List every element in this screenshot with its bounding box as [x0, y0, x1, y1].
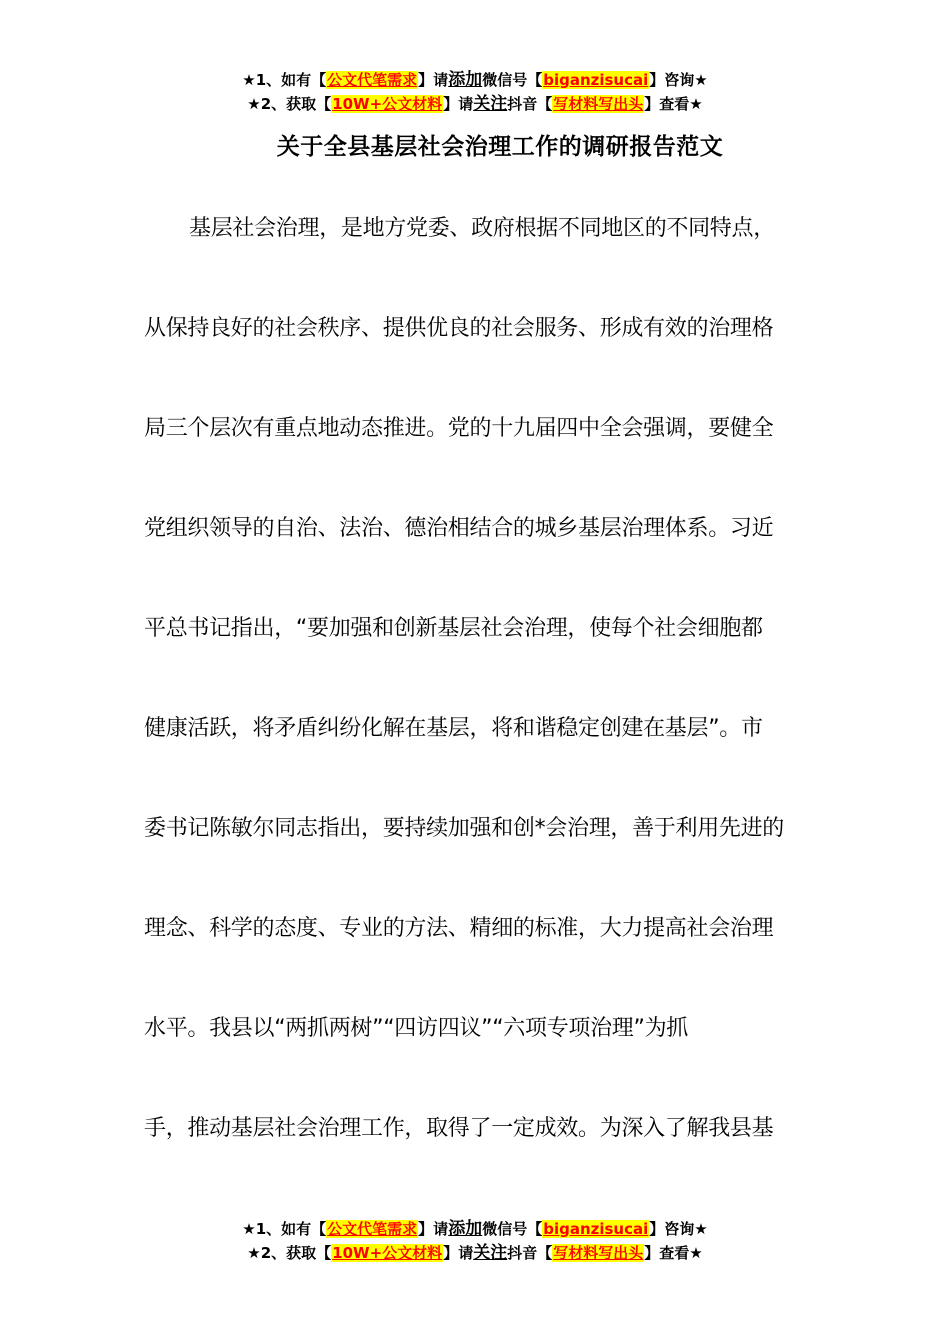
- body-line: 水平。我县以“两抓两树”“四访四议”“六项专项治理”为抓: [144, 1016, 688, 1041]
- body-line: 委书记陈敏尔同志指出，要持续加强和创*会治理，善于利用先进的: [144, 816, 785, 841]
- body-line: 党组织领导的自治、法治、德治相结合的城乡基层治理体系。习近: [144, 516, 774, 541]
- body-line: 基层社会治理，是地方党委、政府根据不同地区的不同特点，: [189, 216, 775, 241]
- banner-wechat-id: biganzisucai: [543, 71, 649, 89]
- banner-text: ★2、获取【: [247, 95, 332, 113]
- document-title: 关于全县基层社会治理工作的调研报告范文: [276, 134, 724, 160]
- body-line: 手，推动基层社会治理工作，取得了一定成效。为深入了解我县基: [144, 1116, 774, 1141]
- banner-highlight: 10W+公文材料: [332, 95, 443, 113]
- banner-text: 】请: [418, 1220, 449, 1238]
- banner-underlined: 关注: [473, 94, 508, 114]
- banner-text: 】咨询★: [649, 71, 708, 89]
- banner-highlight: 10W+公文材料: [332, 1244, 443, 1262]
- body-line: 健康活跃，将矛盾纠纷化解在基层，将和谐稳定创建在基层”。市: [144, 716, 763, 741]
- banner-wechat-id: biganzisucai: [543, 1220, 649, 1238]
- banner-line-2: [0, 1241, 950, 1265]
- banner-line-1: [0, 1217, 950, 1241]
- banner-highlight: 公文代笔需求: [327, 71, 418, 89]
- banner-line-1: [0, 68, 950, 92]
- banner-text: 抖音【: [507, 1244, 553, 1262]
- banner-text: 微信号【: [482, 71, 543, 89]
- body-line: 理念、科学的态度、专业的方法、精细的标准，大力提高社会治理: [144, 916, 774, 941]
- header-banner: [0, 68, 950, 116]
- banner-underlined: 添加: [448, 70, 483, 90]
- body-line: 局三个层次有重点地动态推进。党的十九届四中全会强调，要健全: [144, 416, 774, 441]
- body-line: 平总书记指出，“要加强和创新基层社会治理，使每个社会细胞都: [144, 616, 763, 641]
- footer-banner: [0, 1217, 950, 1265]
- banner-text: 】请: [443, 1244, 474, 1262]
- banner-text: ★1、如有【: [242, 1220, 327, 1238]
- banner-text: 】查看★: [644, 95, 703, 113]
- banner-douyin-name: 写材料写出头: [553, 95, 644, 113]
- banner-text: 】查看★: [644, 1244, 703, 1262]
- banner-text: 】咨询★: [649, 1220, 708, 1238]
- banner-text: ★2、获取【: [247, 1244, 332, 1262]
- banner-douyin-name: 写材料写出头: [553, 1244, 644, 1262]
- body-line: 从保持良好的社会秩序、提供优良的社会服务、形成有效的治理格: [144, 316, 774, 341]
- banner-text: 】请: [418, 71, 449, 89]
- banner-text: 微信号【: [482, 1220, 543, 1238]
- banner-text: ★1、如有【: [242, 71, 327, 89]
- banner-underlined: 添加: [448, 1219, 483, 1239]
- banner-line-2: [0, 92, 950, 116]
- banner-highlight: 公文代笔需求: [327, 1220, 418, 1238]
- document-body: [144, 207, 824, 1207]
- banner-text: 抖音【: [507, 95, 553, 113]
- banner-underlined: 关注: [473, 1243, 508, 1263]
- banner-text: 】请: [443, 95, 474, 113]
